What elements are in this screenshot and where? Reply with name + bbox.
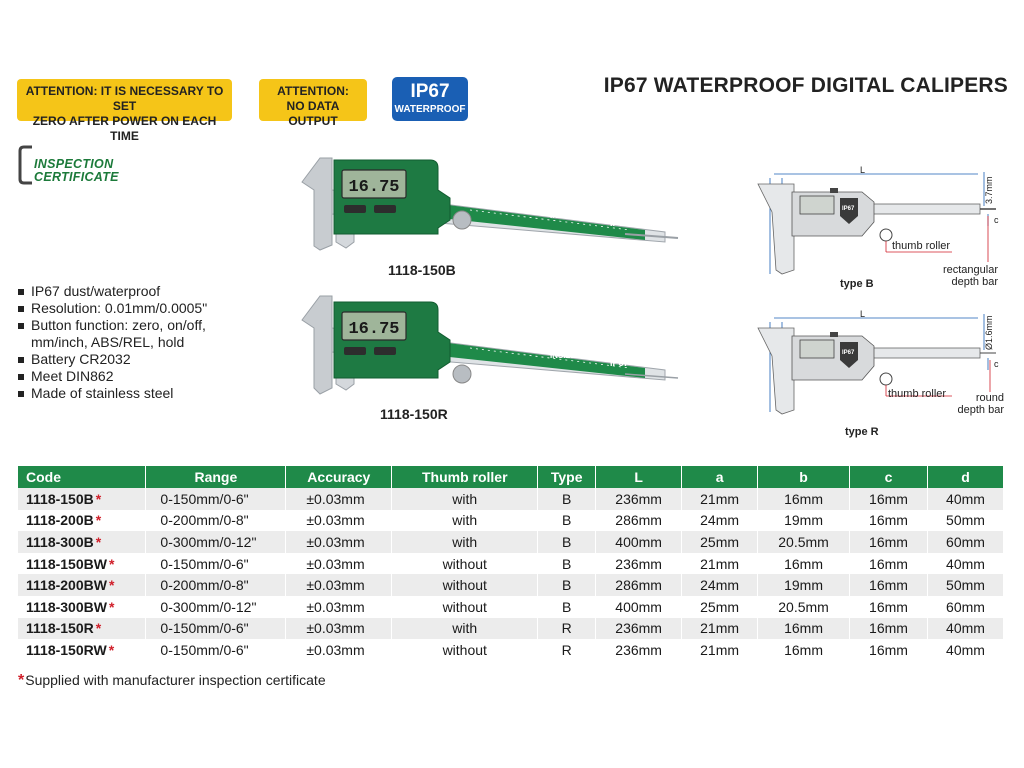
table-cell-text: 0-150mm/0-6" bbox=[160, 641, 249, 658]
table-cell-range bbox=[146, 531, 286, 553]
table-cell-text: 0-150mm/0-6" bbox=[160, 620, 249, 637]
certificate-star: * bbox=[108, 577, 115, 594]
header-b: b bbox=[758, 466, 850, 488]
caliper-image-1118-150r bbox=[290, 288, 680, 403]
table-cell-text: B bbox=[562, 490, 572, 507]
table-cell-text: ±0.03mm bbox=[306, 512, 365, 529]
table-cell-text: 20.5mm bbox=[778, 598, 829, 615]
table-cell-l bbox=[596, 531, 682, 553]
footnote bbox=[18, 672, 326, 690]
diagram-b-dim-bar: 3.7mm bbox=[984, 176, 994, 204]
table-cell-range bbox=[146, 488, 286, 510]
table-cell-text: 24mm bbox=[700, 577, 740, 594]
table-cell-l bbox=[596, 488, 682, 510]
table-cell-accuracy bbox=[286, 574, 392, 596]
caliper-ip-1: IP67 bbox=[610, 218, 629, 228]
table-cell-text: 16mm bbox=[869, 598, 908, 615]
model-label-1118-150b: 1118-150B bbox=[388, 262, 456, 278]
table-cell-b bbox=[758, 574, 850, 596]
attention-data-line1: ATTENTION: bbox=[277, 84, 349, 98]
table-cell-text: 0-300mm/0-12" bbox=[160, 598, 257, 615]
table-cell-thumb-roller bbox=[392, 596, 538, 618]
table-cell-text: 236mm bbox=[615, 555, 662, 572]
table-cell-thumb-roller bbox=[392, 618, 538, 640]
feature-item: Battery CR2032 bbox=[18, 351, 207, 368]
certificate-star: * bbox=[95, 533, 102, 550]
table-row bbox=[18, 553, 1004, 575]
certificate-star: * bbox=[108, 555, 115, 572]
caliper-brand-1: INSIZE bbox=[550, 211, 576, 220]
table-cell-a bbox=[682, 531, 758, 553]
table-cell-text: 286mm bbox=[615, 512, 662, 529]
certificate-star: * bbox=[95, 620, 102, 637]
table-cell-range bbox=[146, 553, 286, 575]
table-row bbox=[18, 574, 1004, 596]
cert-line1: INSPECTION bbox=[34, 157, 114, 171]
table-cell-text: without bbox=[442, 598, 487, 615]
table-cell-range bbox=[146, 596, 286, 618]
caliper-image-1118-150b bbox=[290, 150, 680, 260]
footnote-text: Supplied with manufacturer inspection certificate bbox=[25, 672, 326, 688]
table-cell-text: ±0.03mm bbox=[306, 620, 365, 637]
table-cell-code bbox=[18, 531, 146, 553]
table-cell-thumb-roller bbox=[392, 574, 538, 596]
table-row bbox=[18, 531, 1004, 553]
table-cell-text: with bbox=[452, 620, 478, 637]
table-cell-accuracy bbox=[286, 488, 392, 510]
table-cell-text: 0-150mm/0-6" bbox=[160, 555, 249, 572]
table-cell-a bbox=[682, 553, 758, 575]
diagram-r-thumb-roller: thumb roller bbox=[888, 388, 947, 400]
table-cell-text: 400mm bbox=[615, 533, 662, 550]
table-cell-text: 16mm bbox=[869, 490, 908, 507]
table-cell-l bbox=[596, 574, 682, 596]
inspection-certificate-text bbox=[34, 158, 119, 184]
table-row bbox=[18, 488, 1004, 510]
table-cell-text: 1118-150RW bbox=[26, 641, 107, 658]
table-cell-l bbox=[596, 596, 682, 618]
table-cell-range bbox=[146, 618, 286, 640]
table-cell-text: 1118-200BW bbox=[26, 577, 107, 594]
table-cell-text: ±0.03mm bbox=[306, 490, 365, 507]
table-cell-c bbox=[850, 618, 928, 640]
table-cell-text: without bbox=[442, 577, 487, 594]
table-cell-text: 0-300mm/0-12" bbox=[160, 533, 257, 550]
diagram-r-dim-bar: Ø1.6mm bbox=[984, 315, 994, 350]
header-range: Range bbox=[146, 466, 286, 488]
diagram-b-bar-line2: depth bar bbox=[951, 276, 998, 288]
table-cell-text: 1118-300B bbox=[26, 533, 94, 550]
attention-data-badge bbox=[259, 79, 367, 128]
table-cell-c bbox=[850, 510, 928, 532]
table-cell-code bbox=[18, 574, 146, 596]
diagram-b-bar-line1: rectangular bbox=[942, 264, 998, 276]
diagram-b-type-label: type B bbox=[840, 278, 874, 290]
model-label-1118-150r: 1118-150R bbox=[380, 406, 448, 422]
table-cell-text: 0-200mm/0-8" bbox=[160, 577, 249, 594]
ip67-badge-sub: WATERPROOF bbox=[394, 104, 466, 115]
table-cell-thumb-roller bbox=[392, 531, 538, 553]
table-cell-code bbox=[18, 553, 146, 575]
certificate-star: * bbox=[108, 598, 115, 615]
table-cell-l bbox=[596, 639, 682, 661]
table-cell-text: B bbox=[562, 533, 572, 550]
table-cell-thumb-roller bbox=[392, 553, 538, 575]
table-cell-text: 21mm bbox=[700, 620, 740, 637]
table-cell-text: B bbox=[562, 598, 572, 615]
table-cell-d bbox=[927, 553, 1003, 575]
table-cell-text: 16mm bbox=[869, 555, 908, 572]
header-d: d bbox=[927, 466, 1003, 488]
header-accuracy: Accuracy bbox=[286, 466, 392, 488]
table-cell-a bbox=[682, 574, 758, 596]
caliper-display-1: 16.75 bbox=[348, 178, 400, 197]
table-cell-text: 40mm bbox=[946, 620, 985, 637]
table-cell-text: 19mm bbox=[784, 512, 823, 529]
feature-item: Button function: zero, on/off, bbox=[18, 317, 207, 334]
table-cell-text: 16mm bbox=[784, 490, 823, 507]
table-cell-text: 40mm bbox=[946, 641, 985, 658]
table-cell-text: 40mm bbox=[946, 490, 985, 507]
table-cell-b bbox=[758, 596, 850, 618]
table-cell-accuracy bbox=[286, 639, 392, 661]
table-cell-a bbox=[682, 639, 758, 661]
table-cell-range bbox=[146, 574, 286, 596]
table-cell-accuracy bbox=[286, 553, 392, 575]
table-cell-type bbox=[538, 596, 596, 618]
table-cell-range bbox=[146, 510, 286, 532]
header-code: Code bbox=[18, 466, 146, 488]
table-cell-text: 21mm bbox=[700, 490, 740, 507]
table-cell-text: 16mm bbox=[784, 641, 823, 658]
table-cell-code bbox=[18, 596, 146, 618]
table-cell-text: 21mm bbox=[700, 555, 740, 572]
table-cell-text: without bbox=[442, 555, 487, 572]
caliper-ip-2: IP67 bbox=[610, 358, 629, 368]
table-cell-c bbox=[850, 488, 928, 510]
table-cell-text: B bbox=[562, 512, 572, 529]
table-cell-accuracy bbox=[286, 596, 392, 618]
table-cell-d bbox=[927, 574, 1003, 596]
table-cell-accuracy bbox=[286, 531, 392, 553]
diagram-r-type-label: type R bbox=[845, 426, 879, 438]
table-cell-c bbox=[850, 639, 928, 661]
table-cell-b bbox=[758, 639, 850, 661]
table-cell-range bbox=[146, 639, 286, 661]
table-cell-text: without bbox=[442, 641, 487, 658]
table-cell-text: 236mm bbox=[615, 641, 662, 658]
table-cell-text: with bbox=[452, 490, 478, 507]
caliper-brand-2: INSIZE bbox=[550, 351, 576, 360]
table-cell-text: 16mm bbox=[869, 620, 908, 637]
table-cell-text: 60mm bbox=[946, 598, 985, 615]
table-cell-accuracy bbox=[286, 510, 392, 532]
table-cell-a bbox=[682, 618, 758, 640]
table-cell-text: 16mm bbox=[869, 577, 908, 594]
table-cell-text: ±0.03mm bbox=[306, 555, 365, 572]
table-cell-text: R bbox=[561, 641, 572, 658]
table-cell-text: 16mm bbox=[869, 533, 908, 550]
table-cell-text: 60mm bbox=[946, 533, 985, 550]
table-cell-code bbox=[18, 510, 146, 532]
certificate-star: * bbox=[108, 641, 115, 658]
table-cell-b bbox=[758, 531, 850, 553]
table-cell-text: with bbox=[452, 533, 478, 550]
table-cell-text: 0-200mm/0-8" bbox=[160, 512, 249, 529]
header-type: Type bbox=[538, 466, 596, 488]
feature-item: Meet DIN862 bbox=[18, 368, 207, 385]
table-row bbox=[18, 639, 1004, 661]
table-cell-d bbox=[927, 510, 1003, 532]
footnote-star: * bbox=[18, 672, 25, 689]
diagram-b-depth-bar bbox=[932, 264, 998, 288]
table-cell-type bbox=[538, 488, 596, 510]
diagram-r-ip: IP67 bbox=[842, 350, 855, 356]
header-c: c bbox=[850, 466, 928, 488]
spec-table-header-row bbox=[18, 466, 1004, 488]
table-cell-thumb-roller bbox=[392, 510, 538, 532]
attention-data-line2: NO DATA OUTPUT bbox=[286, 99, 340, 128]
feature-list bbox=[18, 283, 207, 402]
attention-zero-line2: ZERO AFTER POWER ON EACH TIME bbox=[32, 114, 217, 143]
feature-item: IP67 dust/waterproof bbox=[18, 283, 207, 300]
header-L: L bbox=[596, 466, 682, 488]
table-row bbox=[18, 618, 1004, 640]
attention-zero-line1: ATTENTION: IT IS NECESSARY TO SET bbox=[25, 84, 224, 113]
ip67-badge-rating: IP67 bbox=[410, 81, 450, 102]
table-cell-text: 25mm bbox=[700, 598, 740, 615]
table-cell-b bbox=[758, 618, 850, 640]
table-cell-text: 1118-150BW bbox=[26, 555, 107, 572]
table-cell-text: 40mm bbox=[946, 555, 985, 572]
table-cell-text: B bbox=[562, 555, 572, 572]
table-cell-l bbox=[596, 553, 682, 575]
table-cell-text: 16mm bbox=[869, 641, 908, 658]
table-cell-code bbox=[18, 488, 146, 510]
feature-item: Made of stainless steel bbox=[18, 385, 207, 402]
table-cell-a bbox=[682, 596, 758, 618]
feature-item-continued: mm/inch, ABS/REL, hold bbox=[31, 334, 185, 350]
table-cell-text: with bbox=[452, 512, 478, 529]
diagram-b-dim-L: L bbox=[860, 166, 866, 175]
table-cell-b bbox=[758, 488, 850, 510]
table-cell-text: 50mm bbox=[946, 512, 985, 529]
table-cell-text: R bbox=[561, 620, 572, 637]
table-cell-a bbox=[682, 510, 758, 532]
table-cell-c bbox=[850, 553, 928, 575]
table-cell-text: 19mm bbox=[784, 577, 823, 594]
diagram-r-depth-bar bbox=[946, 392, 1004, 416]
table-cell-b bbox=[758, 510, 850, 532]
table-cell-code bbox=[18, 639, 146, 661]
table-cell-b bbox=[758, 553, 850, 575]
table-cell-text: 20.5mm bbox=[778, 533, 829, 550]
header-a: a bbox=[682, 466, 758, 488]
table-cell-text: B bbox=[562, 577, 572, 594]
table-cell-d bbox=[927, 531, 1003, 553]
table-cell-text: 16mm bbox=[784, 555, 823, 572]
diagram-r-dim-c: c bbox=[994, 359, 999, 369]
table-cell-text: 286mm bbox=[615, 577, 662, 594]
table-cell-text: 400mm bbox=[615, 598, 662, 615]
diagram-b-thumb-roller: thumb roller bbox=[892, 240, 951, 252]
table-cell-text: 236mm bbox=[615, 490, 662, 507]
table-cell-text: 16mm bbox=[784, 620, 823, 637]
diagram-b-ip: IP67 bbox=[842, 206, 855, 212]
diagram-b-dim-c: c bbox=[994, 215, 999, 225]
table-cell-type bbox=[538, 639, 596, 661]
table-cell-type bbox=[538, 618, 596, 640]
table-cell-text: 16mm bbox=[869, 512, 908, 529]
table-cell-d bbox=[927, 596, 1003, 618]
attention-zero-badge bbox=[17, 79, 232, 143]
table-cell-l bbox=[596, 618, 682, 640]
table-cell-l bbox=[596, 510, 682, 532]
table-cell-accuracy bbox=[286, 618, 392, 640]
table-cell-c bbox=[850, 531, 928, 553]
certificate-star: * bbox=[95, 490, 102, 507]
table-cell-type bbox=[538, 574, 596, 596]
table-cell-code bbox=[18, 618, 146, 640]
table-cell-thumb-roller bbox=[392, 639, 538, 661]
table-cell-text: 0-150mm/0-6" bbox=[160, 490, 249, 507]
table-cell-d bbox=[927, 618, 1003, 640]
table-cell-a bbox=[682, 488, 758, 510]
spec-table bbox=[18, 466, 1004, 661]
table-cell-text: 236mm bbox=[615, 620, 662, 637]
table-cell-text: 21mm bbox=[700, 641, 740, 658]
diagram-r-bar-line2: depth bar bbox=[957, 404, 1004, 416]
table-cell-text: 1118-200B bbox=[26, 512, 94, 529]
table-cell-text: ±0.03mm bbox=[306, 577, 365, 594]
diagram-r-bar-line1: round bbox=[975, 392, 1004, 404]
table-cell-text: 1118-300BW bbox=[26, 598, 107, 615]
table-cell-text: 25mm bbox=[700, 533, 740, 550]
table-cell-text: 1118-150R bbox=[26, 620, 94, 637]
ip67-badge bbox=[392, 77, 468, 121]
table-cell-type bbox=[538, 531, 596, 553]
caliper-display-2: 16.75 bbox=[348, 320, 400, 339]
table-cell-text: ±0.03mm bbox=[306, 641, 365, 658]
table-cell-d bbox=[927, 488, 1003, 510]
table-cell-text: 50mm bbox=[946, 577, 985, 594]
table-cell-text: 1118-150B bbox=[26, 490, 94, 507]
certificate-star: * bbox=[95, 512, 102, 529]
table-cell-text: 24mm bbox=[700, 512, 740, 529]
table-cell-text: ±0.03mm bbox=[306, 533, 365, 550]
table-row bbox=[18, 510, 1004, 532]
feature-item: Resolution: 0.01mm/0.0005" bbox=[18, 300, 207, 317]
table-cell-type bbox=[538, 553, 596, 575]
table-cell-c bbox=[850, 574, 928, 596]
diagram-r-dim-L: L bbox=[860, 310, 866, 319]
page-title: IP67 WATERPROOF DIGITAL CALIPERS bbox=[603, 74, 1008, 97]
cert-line2: CERTIFICATE bbox=[34, 170, 119, 184]
table-cell-type bbox=[538, 510, 596, 532]
table-cell-thumb-roller bbox=[392, 488, 538, 510]
header-thumb-roller: Thumb roller bbox=[392, 466, 538, 488]
table-cell-c bbox=[850, 596, 928, 618]
table-cell-d bbox=[927, 639, 1003, 661]
table-cell-text: ±0.03mm bbox=[306, 598, 365, 615]
table-row bbox=[18, 596, 1004, 618]
